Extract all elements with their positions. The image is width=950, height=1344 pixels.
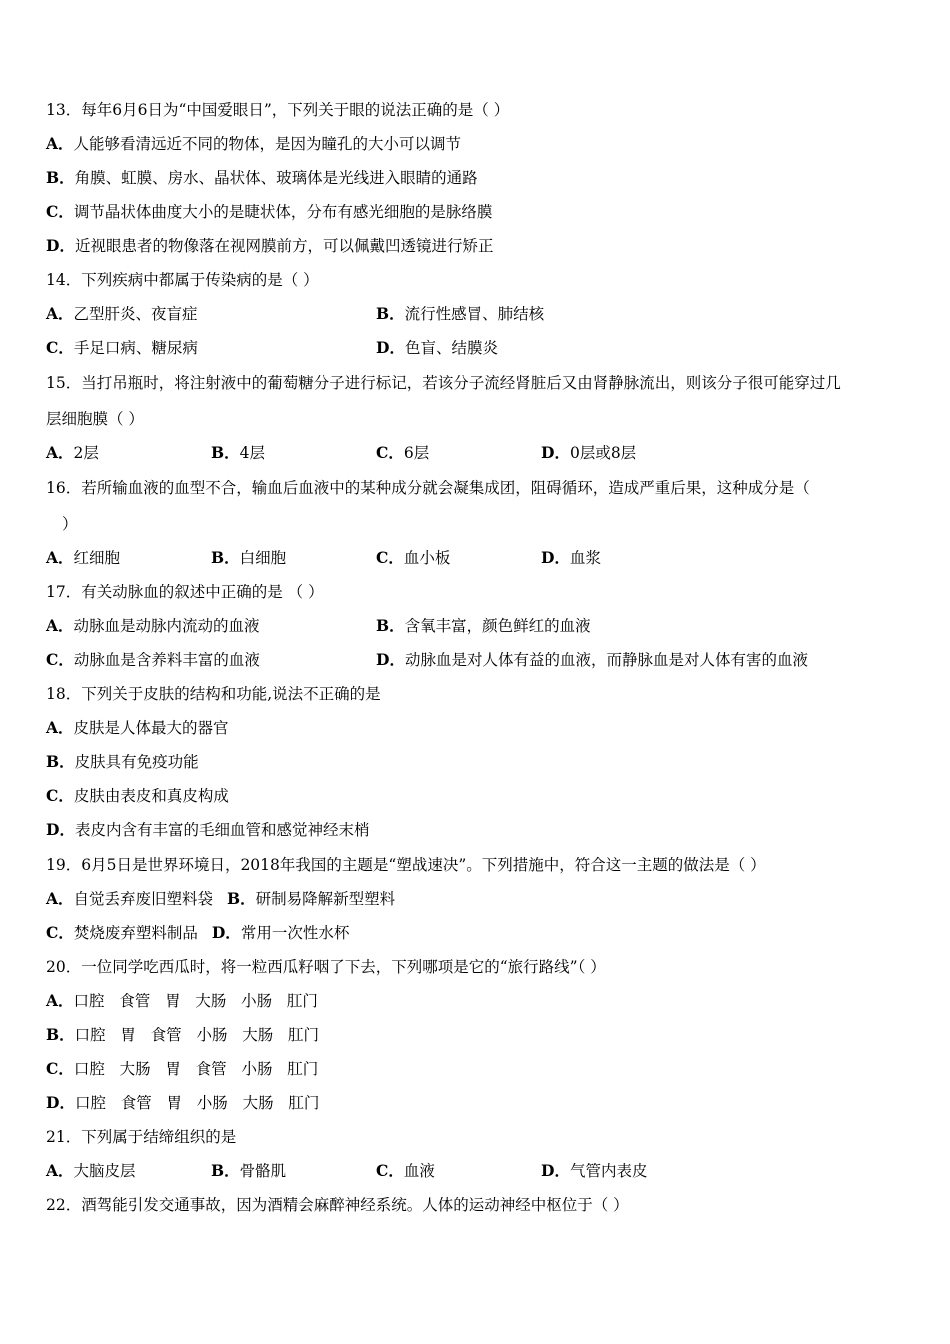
q17-option-c: C．动脉血是含养料丰富的血液	[46, 650, 260, 669]
q16-option-a: A．红细胞	[46, 548, 121, 567]
q19-options-ab: A．自觉丢弃废旧塑料袋 B．研制易降解新型塑料	[46, 889, 396, 908]
q16-option-d: D．血浆	[541, 548, 601, 567]
q21-stem: 21．下列属于结缔组织的是	[46, 1128, 237, 1146]
q18-option-a: A．皮肤是人体最大的器官	[46, 718, 229, 737]
q19-stem: 19．6月5日是世界环境日，2018年我国的主题是“塑战速决”。下列措施中，符合这一主题的做法是（ ）	[46, 856, 766, 874]
q20-stem: 20．一位同学吃西瓜时，将一粒西瓜籽咽了下去，下列哪项是它的“旅行路线”（ ）	[46, 958, 606, 976]
q18-stem: 18．下列关于皮肤的结构和功能,说法不正确的是	[46, 685, 381, 703]
q13-option-a: A．人能够看清远近不同的物体，是因为瞳孔的大小可以调节	[46, 134, 462, 153]
q14-option-a: A．乙型肝炎、夜盲症	[46, 304, 198, 323]
q13-option-c: C．调节晶状体曲度大小的是睫状体，分布有感光细胞的是脉络膜	[46, 202, 493, 221]
q17-stem: 17．有关动脉血的叙述中正确的是 （ ）	[46, 583, 324, 601]
q15-stem: 15．当打吊瓶时，将注射液中的葡萄糖分子进行标记，若该分子流经肾脏后又由肾静脉流出，则该分子很可能穿过几	[46, 374, 841, 392]
q22-stem: 22．酒驾能引发交通事故，因为酒精会麻醉神经系统。人体的运动神经中枢位于（ ）	[46, 1196, 629, 1214]
q13-option-b: B．角膜、虹膜、房水、晶状体、玻璃体是光线进入眼睛的通路	[46, 168, 478, 187]
q17-option-b: B．含氧丰富，颜色鲜红的血液	[376, 616, 591, 635]
q15-option-c: C．6层	[376, 443, 430, 462]
q14-option-d: D．色盲、结膜炎	[376, 338, 498, 357]
q19-options-cd: C．焚烧废弃塑料制品 D．常用一次性水杯	[46, 923, 350, 942]
q13-stem: 13．每年6月6日为“中国爱眼日”，下列关于眼的说法正确的是（ ）	[46, 101, 510, 119]
q18-option-b: B．皮肤具有免疫功能	[46, 752, 199, 771]
q16-option-c: C．血小板	[376, 548, 451, 567]
q14-option-c: C．手足口病、糖尿病	[46, 338, 198, 357]
q21-option-b: B．骨骼肌	[211, 1161, 287, 1180]
q15-stem-continued: 层细胞膜（ ）	[46, 410, 144, 428]
q16-stem: 16．若所输血液的血型不合，输血后血液中的某种成分就会凝集成团，阻碍循环，造成严重后果，这种成分是（	[46, 479, 810, 497]
q14-option-b: B．流行性感冒、肺结核	[376, 304, 545, 323]
q15-option-d: D．0层或8层	[541, 443, 637, 462]
q20-option-c: C．口腔 大肠 胃 食管 小肠 肛门	[46, 1059, 319, 1078]
q16-option-b: B．白细胞	[211, 548, 287, 567]
q15-option-a: A．2层	[46, 443, 99, 462]
q13-option-d: D．近视眼患者的物像落在视网膜前方，可以佩戴凹透镜进行矫正	[46, 236, 494, 255]
q14-stem: 14．下列疾病中都属于传染病的是（ ）	[46, 271, 319, 289]
q18-option-c: C．皮肤由表皮和真皮构成	[46, 786, 229, 805]
q21-option-a: A．大脑皮层	[46, 1161, 136, 1180]
q18-option-d: D．表皮内含有丰富的毛细血管和感觉神经末梢	[46, 820, 370, 839]
q17-option-d: D．动脉血是对人体有益的血液，而静脉血是对人体有害的血液	[376, 650, 808, 669]
q17-option-a: A．动脉血是动脉内流动的血液	[46, 616, 260, 635]
q21-option-c: C．血液	[376, 1161, 435, 1180]
q20-option-b: B．口腔 胃 食管 小肠 大肠 肛门	[46, 1025, 320, 1044]
q16-stem-continued: ）	[62, 515, 78, 533]
q21-option-d: D．气管内表皮	[541, 1161, 648, 1180]
q20-option-d: D．口腔 食管 胃 小肠 大肠 肛门	[46, 1093, 320, 1112]
q15-option-b: B．4层	[211, 443, 265, 462]
q20-option-a: A．口腔 食管 胃 大肠 小肠 肛门	[46, 991, 318, 1010]
